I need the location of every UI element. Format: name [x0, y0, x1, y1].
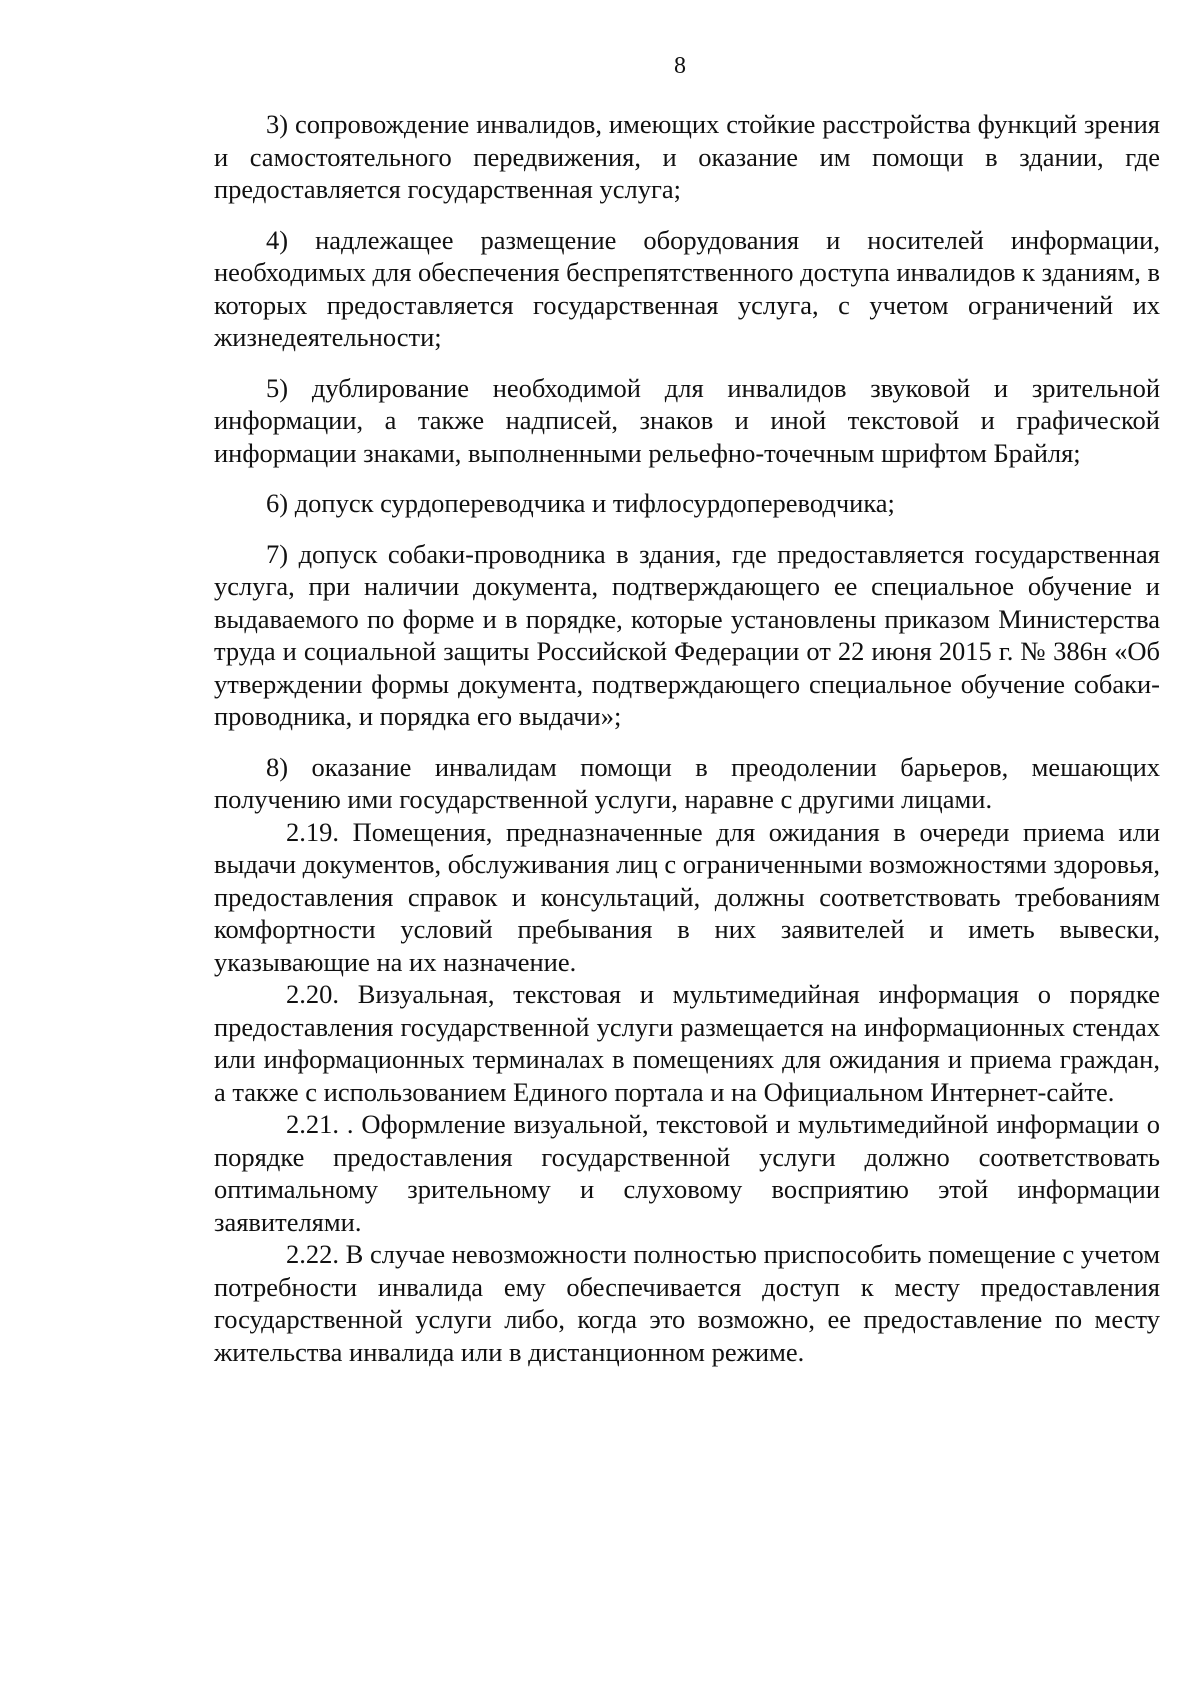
paragraph-item-3: 3) сопровождение инвалидов, имеющих стойкие расстройства функций зрения и самостоятельного передвижения, и оказание им помощи в здании, где предоставляется государственная услуга;	[214, 109, 1160, 204]
paragraph-clause-2-20: 2.20. Визуальная, текстовая и мультимедийная информация о порядке предоставления государственной услуги размещается на информационных стендах или информационных терминалах в помещениях для ожидания и приема граждан, а также с использованием Единого портала и на Официальном Интернет-сайте.	[214, 979, 1160, 1107]
paragraph-item-4: 4) надлежащее размещение оборудования и носителей информации, необходимых для обеспечения беспрепятственного доступа инвалидов к зданиям, в которых предоставляется государственная услуга, с учетом ограничений их жизнедеятельности;	[214, 224, 1160, 352]
paragraph-clause-2-21: 2.21. . Оформление визуальной, текстовой и мультимедийной информации о порядке предоставления государственной услуги должно соответствовать оптимальному зрительному и слуховому восприятию этой информации заявителями.	[214, 1109, 1160, 1237]
paragraph-item-5: 5) дублирование необходимой для инвалидов звуковой и зрительной информации, а также надписей, знаков и иной текстовой и графической информации знаками, выполненными рельефно-точечным шрифтом Брайля;	[214, 372, 1160, 468]
paragraph-item-8: 8) оказание инвалидам помощи в преодолении барьеров, мешающих получению ими государственной услуги, наравне с другими лицами.	[214, 751, 1160, 814]
paragraph-clause-2-19: 2.19. Помещения, предназначенные для ожидания в очереди приема или выдачи документов, обслуживания лиц с ограниченными возможностями здоровья, предоставления справок и консультаций, должны соответствовать требованиям комфортности условий пребывания в них заявителей и иметь вывески, указывающие на их назначение.	[214, 816, 1160, 977]
page-number: 8	[674, 53, 686, 79]
paragraph-item-6: 6) допуск сурдопереводчика и тифлосурдопереводчика;	[266, 488, 895, 518]
document-body	[214, 108, 1160, 1368]
paragraph-clause-2-22: 2.22. В случае невозможности полностью приспособить помещение с учетом потребности инвалида ему обеспечивается доступ к месту предоставления государственной услуги либо, когда это возможно, ее предоставление по месту жительства инвалида или в дистанционном режиме.	[214, 1239, 1160, 1367]
paragraph-item-7: 7) допуск собаки-проводника в здания, где предоставляется государственная услуга, при наличии документа, подтверждающего ее специальное обучение и выдаваемого по форме и в порядке, которые установлены приказом Министерства труда и социальной защиты Российской Федерации от 22 июня 2015 г. № 386н «Об утверждении формы документа, подтверждающего специальное обучение собаки-проводника, и порядка его выдачи»;	[214, 538, 1160, 731]
